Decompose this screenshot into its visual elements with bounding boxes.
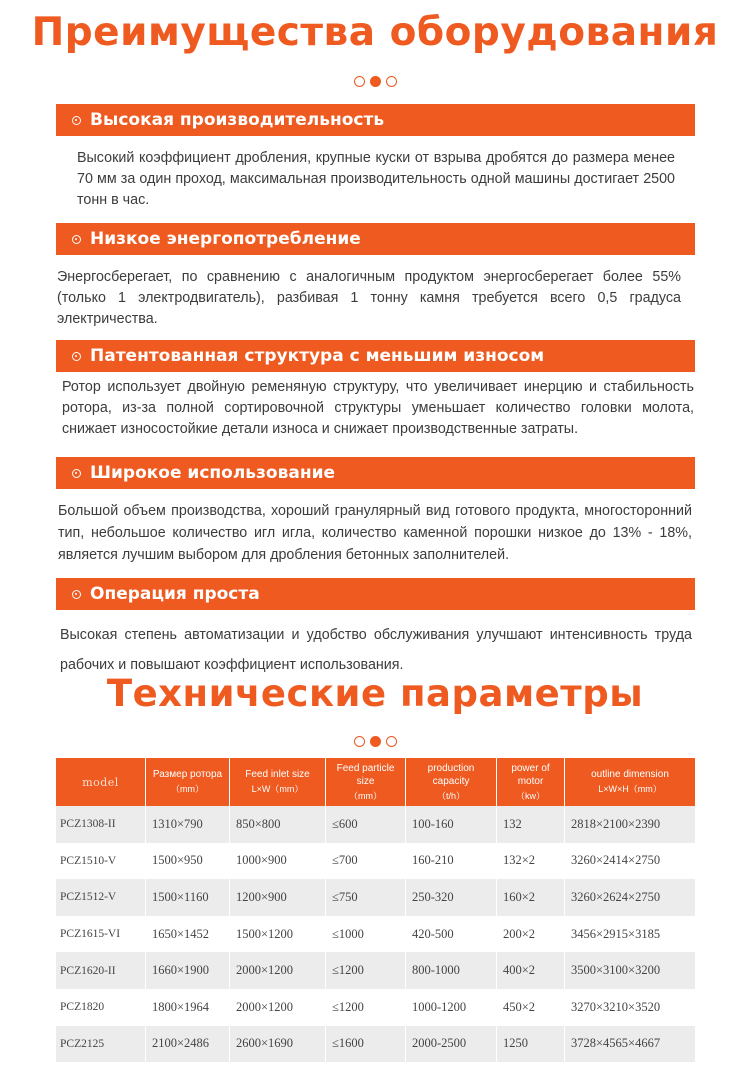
section-header-structure	[56, 340, 695, 372]
cell-model: PCZ1510-V	[56, 843, 146, 880]
cell-feed-inlet: 1200×900	[230, 879, 326, 916]
cell-dimension: 3270×3210×3520	[565, 989, 695, 1026]
cell-feed-particle: ≤1000	[326, 916, 406, 953]
cell-power: 132×2	[497, 843, 565, 880]
cell-power: 450×2	[497, 989, 565, 1026]
cell-power: 160×2	[497, 879, 565, 916]
cell-feed-particle: ≤1200	[326, 989, 406, 1026]
cell-power: 400×2	[497, 952, 565, 989]
cell-rotor-size: 1800×1964	[146, 989, 230, 1026]
cell-feed-particle: ≤1600	[326, 1026, 406, 1063]
header-model	[56, 758, 146, 806]
table-row	[56, 806, 695, 843]
cell-feed-particle: ≤700	[326, 843, 406, 880]
cell-model: PCZ1820	[56, 989, 146, 1026]
ring-bullet-icon	[72, 590, 81, 599]
cell-feed-inlet: 2600×1690	[230, 1026, 326, 1063]
header-label: Feed particle size	[336, 762, 395, 787]
cell-rotor-size: 1500×1160	[146, 879, 230, 916]
cell-capacity: 800-1000	[406, 952, 497, 989]
section-text: Высокая степень автоматизации и удобство обслуживания улучшают интенсивность труда рабочих и повышают коэффициент использования.	[60, 627, 692, 673]
cell-rotor-size: 1500×950	[146, 843, 230, 880]
section-text: Высокий коэффициент дробления, крупные куски от взрыва дробятся до размера менее 70 мм за один проход, максимальная производительность одной машины достигает 2500 тонн в час.	[77, 150, 675, 208]
table-row	[56, 843, 695, 880]
section-header-energy	[56, 223, 695, 255]
header-feed-particle	[326, 758, 406, 806]
header-rotor-size	[146, 758, 230, 806]
section-heading: Широкое использование	[90, 463, 336, 483]
cell-capacity: 160-210	[406, 843, 497, 880]
cell-model: PCZ1308-II	[56, 806, 146, 843]
cell-rotor-size: 1660×1900	[146, 952, 230, 989]
cell-feed-particle: ≤1200	[326, 952, 406, 989]
section-header-operation	[56, 578, 695, 610]
dot-icon	[354, 76, 365, 87]
cell-feed-inlet: 2000×1200	[230, 989, 326, 1026]
header-unit: （t/h）	[436, 790, 465, 801]
cell-feed-particle: ≤750	[326, 879, 406, 916]
cell-capacity: 420-500	[406, 916, 497, 953]
dot-icon	[370, 76, 381, 87]
cell-feed-inlet: 2000×1200	[230, 952, 326, 989]
cell-capacity: 2000-2500	[406, 1026, 497, 1063]
section-header-productivity	[56, 104, 695, 136]
table-row	[56, 952, 695, 989]
header-power	[497, 758, 565, 806]
header-capacity	[406, 758, 497, 806]
cell-capacity: 100-160	[406, 806, 497, 843]
ring-bullet-icon	[72, 116, 81, 125]
cell-power: 1250	[497, 1026, 565, 1063]
cell-capacity: 250-320	[406, 879, 497, 916]
header-dimension	[565, 758, 695, 806]
spec-table	[56, 758, 695, 1062]
parameters-title: Технические параметры	[106, 672, 644, 715]
cell-model: PCZ1512-V	[56, 879, 146, 916]
cell-rotor-size: 1310×790	[146, 806, 230, 843]
cell-dimension: 2818×2100×2390	[565, 806, 695, 843]
header-label: outline dimension	[591, 769, 669, 780]
pager-dots-icon	[0, 76, 750, 87]
section-heading: Низкое энергопотребление	[90, 229, 361, 249]
section-heading: Операция проста	[90, 584, 260, 604]
table-header-row	[56, 758, 695, 806]
section-heading: Патентованная структура с меньшим износом	[90, 346, 545, 366]
ring-bullet-icon	[72, 469, 81, 478]
header-unit: （kw）	[516, 790, 545, 801]
cell-dimension: 3260×2414×2750	[565, 843, 695, 880]
header-unit: （mm）	[171, 784, 204, 794]
table-row	[56, 916, 695, 953]
cell-feed-inlet: 1500×1200	[230, 916, 326, 953]
cell-feed-particle: ≤600	[326, 806, 406, 843]
ring-bullet-icon	[72, 352, 81, 361]
dot-icon	[386, 736, 397, 747]
cell-dimension: 3500×3100×3200	[565, 952, 695, 989]
dot-icon	[354, 736, 365, 747]
cell-model: PCZ1615-VI	[56, 916, 146, 953]
advantages-title: Преимущества оборудования	[31, 10, 719, 55]
section-header-usage	[56, 457, 695, 489]
section-text: Большой объем производства, хороший гранулярный вид готового продукта, многосторонний тип, небольшое количество игл игла, количество каменной порошки низкое до 13% - 18%, является лучшим выбором для дробления бетонных заполнителей.	[58, 503, 692, 563]
cell-dimension: 3728×4565×4667	[565, 1026, 695, 1063]
dot-icon	[370, 736, 381, 747]
dot-icon	[386, 76, 397, 87]
header-feed-inlet	[230, 758, 326, 806]
cell-capacity: 1000-1200	[406, 989, 497, 1026]
header-label: production capacity	[427, 762, 475, 787]
section-text: Энергосберегает, по сравнению с аналогичным продуктом энергосберегает более 55% (только 1 электродвигатель), разбивая 1 тонну камня требуется всего 0,5 градуса электричества.	[57, 269, 681, 327]
cell-power: 132	[497, 806, 565, 843]
table-row	[56, 989, 695, 1026]
header-label: Размер ротора	[152, 769, 223, 780]
cell-rotor-size: 1650×1452	[146, 916, 230, 953]
header-label: Feed inlet size	[245, 769, 310, 780]
section-heading: Высокая производительность	[90, 110, 385, 130]
cell-dimension: 3456×2915×3185	[565, 916, 695, 953]
cell-feed-inlet: 1000×900	[230, 843, 326, 880]
header-unit: （mm）	[349, 790, 382, 801]
section-text: Ротор использует двойную ременяную структуру, что увеличивает инерцию и стабильность ротора, из-за полной сортировочной структуры уменьшает количество головки молота, снижает износостойкие детали износа и снижает производственные затраты.	[62, 379, 694, 437]
header-unit: L×W×H（mm）	[598, 784, 662, 794]
cell-dimension: 3260×2624×2750	[565, 879, 695, 916]
header-unit: L×W（mm）	[251, 784, 304, 794]
cell-model: PCZ2125	[56, 1026, 146, 1063]
pager-dots-icon	[0, 736, 750, 747]
ring-bullet-icon	[72, 235, 81, 244]
cell-power: 200×2	[497, 916, 565, 953]
cell-feed-inlet: 850×800	[230, 806, 326, 843]
cell-model: PCZ1620-II	[56, 952, 146, 989]
table-row	[56, 1026, 695, 1063]
cell-rotor-size: 2100×2486	[146, 1026, 230, 1063]
table-row	[56, 879, 695, 916]
header-label: power of motor	[511, 762, 550, 787]
header-label: model	[82, 775, 119, 789]
